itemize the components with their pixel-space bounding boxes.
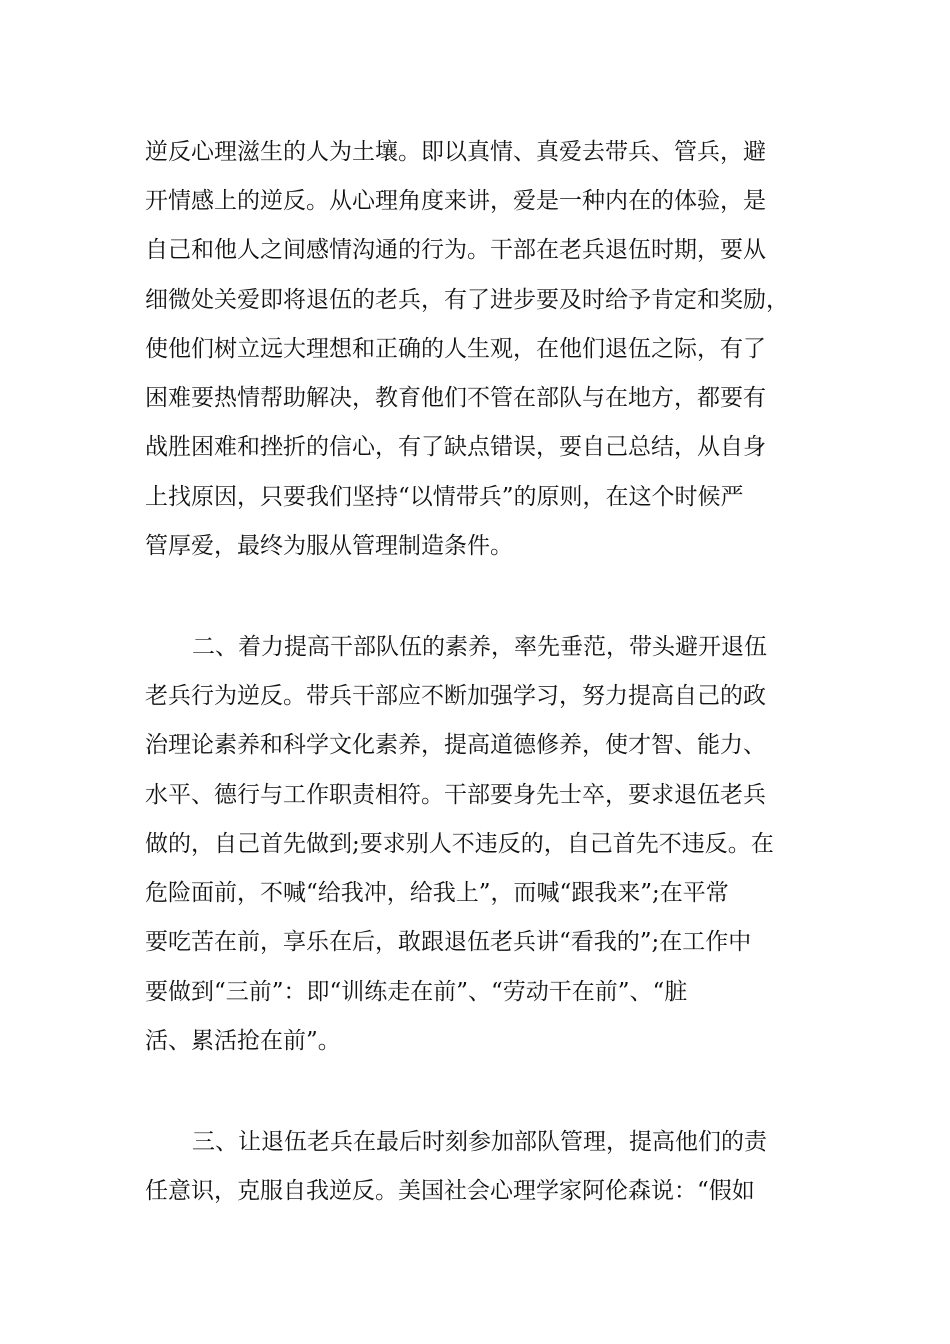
- text-line: 自己和他人之间感情沟通的行为。干部在老兵退伍时期，要从: [145, 237, 766, 263]
- text-line: 治理论素养和科学文化素养，提高道德修养，使才智、能力、: [145, 732, 766, 758]
- text-line: 开情感上的逆反。从心理角度来讲，爱是一种内在的体验，是: [145, 188, 766, 214]
- text-line: 使他们树立远大理想和正确的人生观，在他们退伍之际，有了: [145, 336, 766, 362]
- text-line: 困难要热情帮助解决，教育他们不管在部队与在地方，都要有: [145, 385, 766, 411]
- text-line: 老兵行为逆反。带兵干部应不断加强学习，努力提高自己的政: [145, 683, 766, 709]
- text-line: 战胜困难和挫折的信心，有了缺点错误，要自己总结，从自身: [145, 434, 766, 460]
- text-line: 管厚爱，最终为服从管理制造条件。: [145, 533, 513, 559]
- text-line: 三、让退伍老兵在最后时刻参加部队管理，提高他们的责: [192, 1129, 767, 1155]
- text-line: 水平、德行与工作职责相符。干部要身先士卒，要求退伍老兵: [145, 782, 766, 808]
- text-line: 危险面前，不喊“给我冲，给我上”，而喊“跟我来”;在平常: [145, 880, 729, 906]
- text-line: 要做到“三前”：即“训练走在前”、“劳动干在前”、“脏: [145, 979, 688, 1005]
- text-line: 要吃苦在前，享乐在后，敢跟退伍老兵讲“看我的”;在工作中: [145, 929, 752, 955]
- text-line: 逆反心理滋生的人为土壤。即以真情、真爱去带兵、管兵，避: [145, 139, 766, 165]
- text-line: 细微处关爱即将退伍的老兵，有了进步要及时给予肯定和奖励，: [145, 287, 789, 313]
- text-line: 上找原因，只要我们坚持“以情带兵”的原则，在这个时候严: [145, 484, 744, 510]
- text-line: 活、累活抢在前”。: [145, 1028, 341, 1054]
- text-line: 任意识，克服自我逆反。美国社会心理学家阿伦森说：“假如: [145, 1178, 755, 1204]
- text-line: 做的，自己首先做到;要求别人不违反的，自己首先不违反。在: [145, 831, 774, 857]
- text-line: 二、着力提高干部队伍的素养，率先垂范，带头避开退伍: [192, 634, 767, 660]
